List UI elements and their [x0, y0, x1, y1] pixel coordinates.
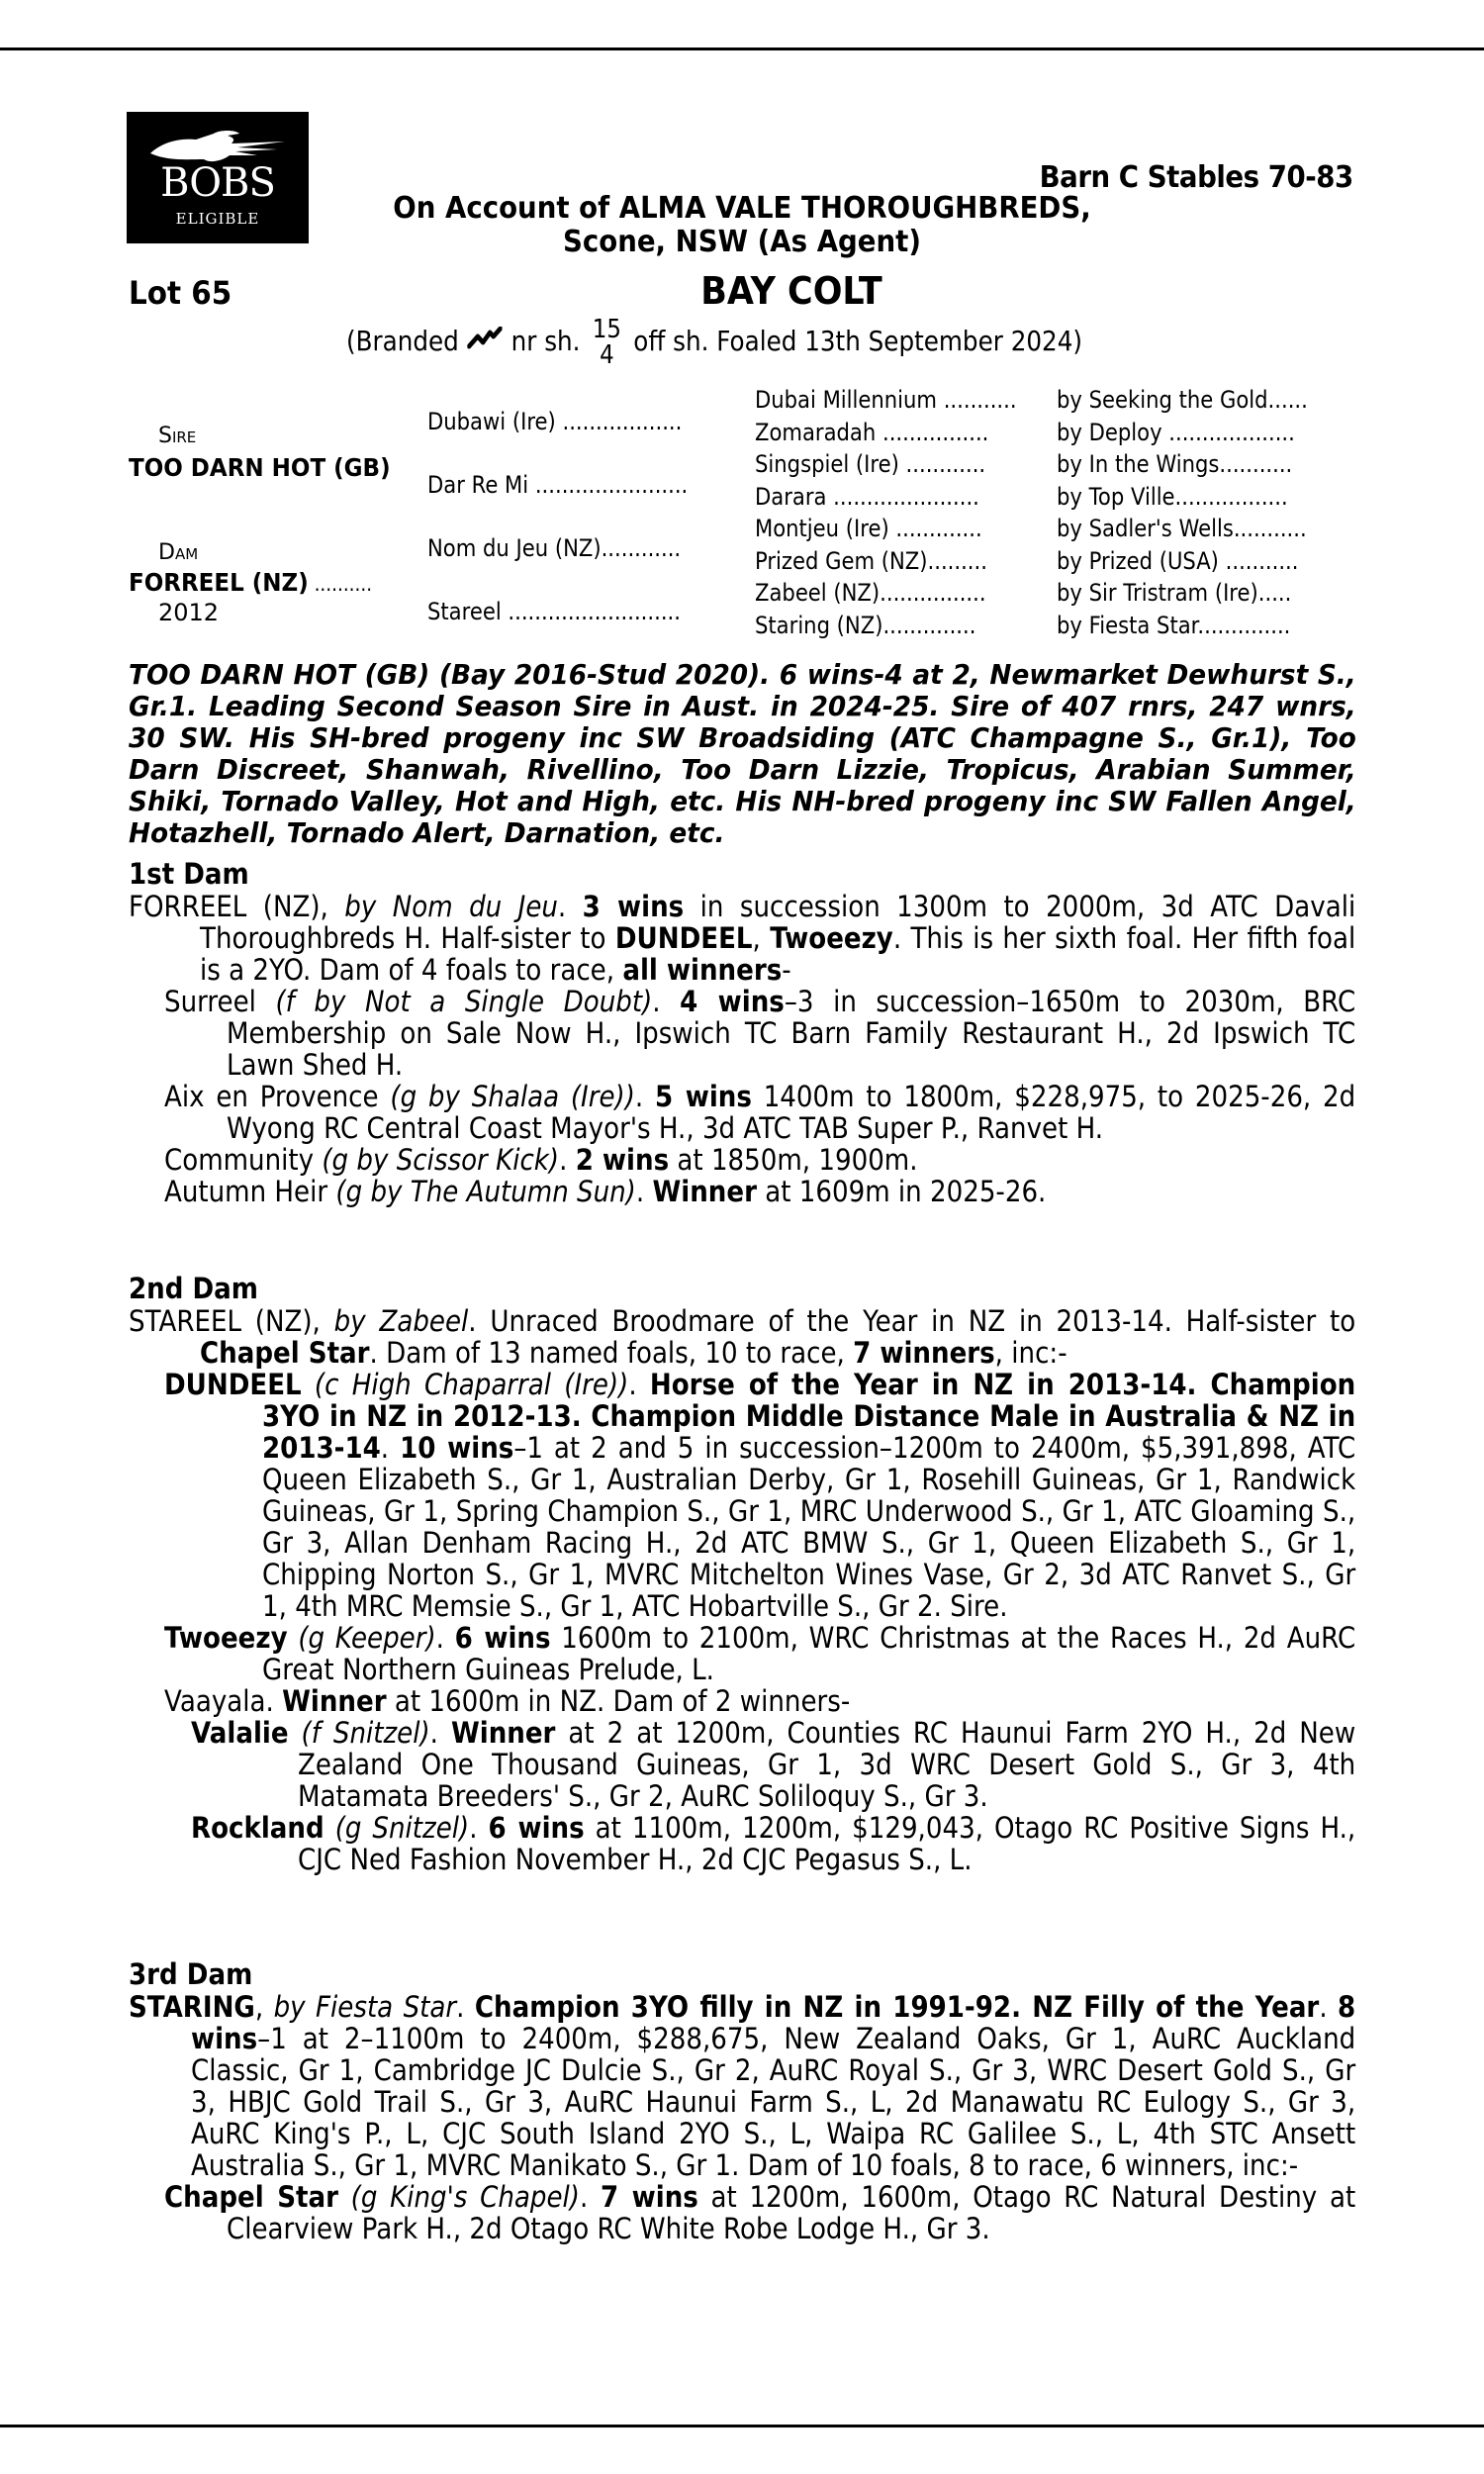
first-dam-entry — [129, 891, 1355, 986]
progeny-pedigree: (f by Not a Single Doubt) — [275, 985, 653, 1018]
brand-fraction — [593, 317, 621, 368]
progeny-entry: Vaayala. Winner at 1600m in NZ. Dam of 2 winners- — [164, 1684, 851, 1718]
gen3-item: Darara ...................... — [755, 482, 979, 511]
progeny-pedigree: (g Keeper) — [298, 1621, 436, 1655]
progeny-wins: Winner — [652, 1175, 757, 1208]
vendor-line-1: On Account of ALMA VALE THOROUGHBREDS, — [393, 191, 1091, 226]
brand-description — [346, 315, 1083, 370]
gen2-item: Dar Re Mi ....................... — [427, 471, 689, 499]
gen4-item: by Sir Tristram (Ire)..... — [1057, 579, 1292, 607]
gen2-name: Nom du Jeu (NZ) — [427, 534, 602, 562]
progeny-name: Community — [164, 1143, 315, 1177]
dam-honours: Champion 3YO filly in NZ in 1991-92. NZ Filly of the Year — [474, 1990, 1320, 2024]
dam-name: STAREEL (NZ), — [129, 1304, 321, 1338]
sire-summary: TOO DARN HOT (GB) (Bay 2016-Stud 2020). 6 wins-4 at 2, Newmarket Dewhurst S., Gr.1. Leading Second Season Sire in Aust. in 2024-25. Sire of 407 rnrs, 247 wnrs, 30 SW. His SH-bred progeny inc SW Broadsiding (ATC Champagne S., Gr.1), Too Darn Discreet, Shanwah, Rivellino, Too Darn Lizzie, Tropicus, Arabian Summer, Shiki, Tornado Valley, Hot and High, etc. His NH-bred progeny inc SW Fallen Angel, Hotazhell, Tornado Alert, Darnation, etc. — [129, 658, 1356, 849]
winners: 7 winners — [853, 1336, 995, 1370]
gen3-name: Darara — [755, 482, 827, 511]
gen3-item: Zomaradah ................ — [755, 418, 989, 446]
gen4-name: by In the Wings — [1057, 450, 1220, 478]
gen4-name: by Prized (USA) — [1057, 546, 1219, 575]
progeny-name: Autumn Heir — [164, 1175, 328, 1208]
progeny-pedigree: (g by Shalaa (Ire)) — [390, 1080, 635, 1113]
progeny-pedigree: (g Snitzel) — [334, 1811, 470, 1845]
gen4-item: by Fiesta Star.............. — [1057, 611, 1291, 639]
gen4-name: by Sir Tristram (Ire) — [1057, 579, 1258, 607]
progeny-wins: Winner — [282, 1684, 387, 1718]
progeny-record: at 1609m in 2025-26. — [756, 1175, 1047, 1208]
progeny-pedigree: (f Snitzel) — [301, 1716, 430, 1750]
second-dam-heading: 2nd Dam — [129, 1272, 258, 1305]
text: . Unraced Broodmare of the Year in NZ in 2013-14. Half-sister to — [468, 1304, 1356, 1338]
text: . This is her sixth foal. Her fifth foal is a 2YO. Dam of 4 foals to race, — [200, 921, 1356, 987]
gen3-name: Dubai Millennium — [755, 386, 938, 414]
lot-title: BAY COLT — [700, 269, 882, 313]
gen4-item: by Prized (USA) ........... — [1057, 546, 1299, 575]
horse-head-icon — [148, 126, 287, 165]
progeny-wins: 7 wins — [600, 2180, 698, 2214]
gen3-name: Montjeu (Ire) — [755, 515, 889, 542]
gen3-name: Zabeel (NZ) — [755, 579, 881, 607]
gen4-name: by Deploy — [1057, 418, 1162, 446]
progeny-entry: Community (g by Scissor Kick). 2 wins at 1850m, 1900m. — [164, 1143, 918, 1177]
text: . Dam of 13 named foals, 10 to race, — [369, 1336, 854, 1370]
gen3-name: Staring (NZ) — [755, 611, 883, 639]
gen2-name: Stareel — [427, 598, 502, 625]
dam-name: STARING — [129, 1990, 255, 2024]
brand-prefix: (Branded — [346, 324, 459, 357]
progeny-record: at 1600m in NZ. Dam of 2 winners- — [386, 1684, 851, 1718]
grand-progeny-entry: Rockland (g Snitzel). 6 wins at 1100m, 1200m, $129,043, Otago RC Positive Signs H., CJC Ned Fashion November H., 2d CJC Pegasus S., L. — [191, 1811, 1356, 1876]
vendor-line-2: Scone, NSW (As Agent) — [562, 225, 921, 259]
brand-fraction-top: 15 — [592, 315, 621, 344]
progeny-name: Vaayala — [164, 1684, 266, 1718]
sire-label: Sire — [158, 424, 197, 448]
dam-year: 2012 — [158, 599, 220, 626]
gen3-name: Zomaradah — [755, 418, 877, 446]
dam-sire: by Zabeel — [333, 1304, 469, 1338]
gen2-name: Dubawi (Ire) — [427, 408, 556, 435]
progeny-record: 1600m to 2100m, WRC Christmas at the Races H., 2d AuRC Great Northern Guineas Prelude, L. — [262, 1621, 1356, 1686]
brand-fraction-bottom: 4 — [600, 340, 614, 370]
gen2-item: Nom du Jeu (NZ)............ — [427, 534, 682, 562]
progeny-entry: Chapel Star (g King's Chapel). 7 wins at 1200m, 1600m, Otago RC Natural Destiny at Clearview Park H., 2d Otago RC White Robe Lodge H., Gr 3. — [164, 2180, 1356, 2245]
progeny-entry: Autumn Heir (g by The Autumn Sun). Winner at 1609m in 2025-26. — [164, 1175, 1047, 1208]
progeny-wins: 6 wins — [454, 1621, 551, 1655]
progeny-name: Surreel — [164, 985, 256, 1018]
gen3-item: Singspiel (Ire) ............ — [755, 450, 986, 478]
text: . — [557, 890, 583, 923]
progeny-pedigree: (g King's Chapel) — [350, 2180, 580, 2214]
progeny-record: at 2 at 1200m, Counties RC Haunui Farm 2YO H., 2d New Zealand One Thousand Guineas, Gr 1, 3d WRC Desert Gold S., Gr 3, 4th Matamata Breeders' S., Gr 2, AuRC Soliloquy S., Gr 3. — [298, 1716, 1356, 1813]
dam-name: FORREEL (NZ), — [129, 890, 328, 923]
gen4-name: by Top Ville — [1057, 482, 1175, 511]
gen4-item: by Top Ville................. — [1057, 482, 1288, 511]
third-dam-entry: STARING, by Fiesta Star. Champion 3YO filly in NZ in 1991-92. NZ Filly of the Year. 8 wins–1 at 2–1100m to 2400m, $288,675, New Zealand Oaks, Gr 1, AuRC Auckland Classic, Gr 1, Cambridge JC Dulcie S., Gr 2, AuRC Royal S., Gr 3, WRC Desert Gold S., Gr 3, HBJC Gold Trail S., Gr 3, AuRC Haunui Farm S., L, 2d Manawatu RC Eulogy S., Gr 3, AuRC King's P., L, CJC South Island 2YO S., L, Waipa RC Galilee S., L, 4th STC Ansett Australia S., Gr 1, MVRC Manikato S., Gr 1. Dam of 10 foals, 8 to race, 6 winners, inc:- — [129, 1990, 1356, 2182]
progeny-entry: Twoeezy (g Keeper). 6 wins 1600m to 2100m, WRC Christmas at the Races H., 2d AuRC Great Northern Guineas Prelude, L. — [164, 1621, 1356, 1686]
gen3-item: Staring (NZ).............. — [755, 611, 976, 639]
bottom-rule — [0, 2425, 1484, 2427]
text: , — [752, 921, 771, 955]
progeny-record: 1400m to 1800m, $228,975, to 2025-26, 2d Wyong RC Central Coast Mayor's H., 3d ATC TAB Super P., Ranvet H. — [227, 1080, 1356, 1145]
vendor-account — [332, 192, 1152, 259]
gen3-item: Zabeel (NZ)................ — [755, 579, 986, 607]
third-dam-heading: 3rd Dam — [129, 1957, 253, 1991]
gen2-name: Dar Re Mi — [427, 471, 529, 499]
progeny-wins: 4 wins — [680, 985, 785, 1018]
second-dam-entry — [129, 1305, 1355, 1369]
dam-name: FORREEL (NZ) .......... — [129, 568, 373, 597]
progeny-entry: Aix en Provence (g by Shalaa (Ire)). 5 wins 1400m to 1800m, $228,975, to 2025-26, 2d Wyong RC Central Coast Mayor's H., 3d ATC TAB Super P., Ranvet H. — [164, 1080, 1356, 1145]
half-sibling: Twoeezy — [770, 921, 893, 955]
first-dam-heading: 1st Dam — [129, 857, 249, 891]
gen3-item: Prized Gem (NZ)......... — [755, 546, 987, 575]
second-dam-section — [129, 1272, 1355, 1875]
bobs-eligible-logo — [127, 112, 309, 243]
progeny-record: –1 at 2 and 5 in succession–1200m to 2400m, $5,391,898, ATC Queen Elizabeth S., Gr 1, Australian Derby, Gr 1, Rosehill Guineas, Gr 1, Randwick Guineas, Gr 1, Spring Champion S., Gr 1, MRC Underwood S., Gr 1, ATC Gloaming S., Gr 3, Allan Denham Racing H., 2d ATC BMW S., Gr 1, Queen Elizabeth S., Gr 1, Chipping Norton S., Gr 1, MVRC Mitchelton Wines Vase, Gr 2, 3d ATC Ranvet S., Gr 1, 4th MRC Memsie S., Gr 1, ATC Hobartville S., Gr 2. Sire. — [262, 1431, 1356, 1623]
barn-location: Barn C Stables 70-83 — [1039, 160, 1353, 195]
progeny-entry: DUNDEEL (c High Chaparral (Ire)). Horse of the Year in NZ in 2013-14. Champion 3YO in NZ in 2012-13. Champion Middle Distance Male in Australia & NZ in 2013-14. 10 wins–1 at 2 and 5 in succession–1200m to 2400m, $5,391,898, ATC Queen Elizabeth S., Gr 1, Australian Derby, Gr 1, Rosehill Guineas, Gr 1, Randwick Guineas, Gr 1, Spring Champion S., Gr 1, MRC Underwood S., Gr 1, ATC Gloaming S., Gr 3, Allan Denham Racing H., 2d ATC BMW S., Gr 1, Queen Elizabeth S., Gr 1, Chipping Norton S., Gr 1, MVRC Mitchelton Wines Vase, Gr 2, 3d ATC Ranvet S., Gr 1, 4th MRC Memsie S., Gr 1, ATC Hobartville S., Gr 2. Sire. — [164, 1368, 1356, 1623]
progeny-record: at 1200m, 1600m, Otago RC Natural Destiny at Clearview Park H., 2d Otago RC White Robe Lodge H., Gr 3. — [227, 2180, 1356, 2245]
gen4-item: by Sadler's Wells........... — [1057, 515, 1307, 542]
progeny-name: DUNDEEL — [164, 1368, 302, 1401]
gen3-column — [755, 384, 1017, 641]
progeny-name: Twoeezy — [164, 1621, 288, 1655]
brand-suffix: off sh. Foaled 13th September 2024) — [633, 324, 1083, 357]
text: in succession 1300m to 2000m, 3d ATC Davali Thoroughbreds H. Half-sister to — [200, 890, 1356, 955]
gen4-name: by Seeking the Gold — [1057, 386, 1268, 414]
dam-sire: by Nom du Jeu — [344, 890, 558, 923]
progeny-pedigree: (c High Chaparral (Ire)) — [314, 1368, 629, 1401]
progeny-wins: 5 wins — [654, 1080, 752, 1113]
progeny-name: Valalie — [191, 1716, 289, 1750]
gen4-item: by Seeking the Gold...... — [1057, 386, 1308, 414]
progeny-honours: Horse of the Year in NZ in 2013-14. Champion 3YO in NZ in 2012-13. Champion Middle Distance Male in Australia & NZ in 2013-14 — [262, 1368, 1356, 1465]
progeny-record: at 1850m, 1900m. — [669, 1143, 918, 1177]
gen3-name: Singspiel (Ire) — [755, 450, 899, 478]
progeny-pedigree: (g by Scissor Kick) — [322, 1143, 560, 1177]
progeny-wins: 6 wins — [488, 1811, 585, 1845]
first-dam-section — [129, 857, 1355, 1207]
text: , inc:- — [994, 1336, 1067, 1370]
gen4-item: by Deploy ................... — [1057, 418, 1295, 446]
progeny-pedigree: (g by The Autumn Sun) — [335, 1175, 636, 1208]
progeny-wins: Winner — [450, 1716, 556, 1750]
text: - — [782, 953, 791, 987]
top-rule — [0, 48, 1484, 50]
third-dam-section — [129, 1957, 1355, 2244]
gen3-item: Montjeu (Ire) ............. — [755, 515, 982, 542]
logo-bobs-text: BOBS — [160, 160, 275, 206]
progeny-name: Chapel Star — [164, 2180, 338, 2214]
progeny-entry: Surreel (f by Not a Single Doubt). 4 wins–3 in succession–1650m to 2030m, BRC Membership on Sale Now H., Ipswich TC Barn Family Restaurant H., 2d Ipswich TC Lawn Shed H. — [164, 985, 1356, 1082]
sire-name: TOO DARN HOT (GB) — [129, 453, 391, 482]
progeny-name: Rockland — [191, 1811, 325, 1845]
progeny-record: at 1100m, 1200m, $129,043, Otago RC Positive Signs H., CJC Ned Fashion November H., 2d CJC Pegasus S., L. — [298, 1811, 1356, 1876]
brand-near: nr sh. — [510, 324, 581, 357]
logo-eligible-text: ELIGIBLE — [175, 210, 260, 228]
dam-sire: by Fiesta Star — [273, 1990, 457, 2024]
gen4-item: by In the Wings........... — [1057, 450, 1293, 478]
dam-wins: 8 wins — [191, 1990, 1356, 2055]
dam-record: –1 at 2–1100m to 2400m, $288,675, New Zealand Oaks, Gr 1, AuRC Auckland Classic, Gr 1, Cambridge JC Dulcie S., Gr 2, AuRC Royal S., Gr 3, WRC Desert Gold S., Gr 3, HBJC Gold Trail S., Gr 3, AuRC Haunui Farm S., L, 2d Manawatu RC Eulogy S., Gr 3, AuRC King's P., L, CJC South Island 2YO S., L, Waipa RC Galilee S., L, 4th STC Ansett Australia S., Gr 1, MVRC Manikato S., Gr 1. Dam of 10 foals, 8 to race, 6 winners, inc:- — [191, 2022, 1356, 2182]
half-sibling: Chapel Star — [200, 1336, 370, 1370]
dam-label: Dam — [158, 540, 199, 565]
gen2-item: Dubawi (Ire) .................. — [427, 408, 683, 435]
half-sibling: DUNDEEL — [614, 921, 753, 955]
gen3-name: Prized Gem (NZ) — [755, 546, 928, 575]
progeny-name: Aix en Provence — [164, 1080, 379, 1113]
gen4-name: by Sadler's Wells — [1057, 515, 1234, 542]
lot-number: Lot 65 — [129, 274, 232, 312]
gen4-column — [1057, 384, 1308, 641]
winners: all winners — [622, 953, 783, 987]
grand-progeny-entry: Valalie (f Snitzel). Winner at 2 at 1200m, Counties RC Haunui Farm 2YO H., 2d New Zealand One Thousand Guineas, Gr 1, 3d WRC Desert Gold S., Gr 3, 4th Matamata Breeders' S., Gr 2, AuRC Soliloquy S., Gr 3. — [191, 1716, 1356, 1813]
progeny-record: –3 in succession–1650m to 2030m, BRC Membership on Sale Now H., Ipswich TC Barn Family Restaurant H., 2d Ipswich TC Lawn Shed H. — [227, 985, 1356, 1082]
gen3-item: Dubai Millennium ........... — [755, 386, 1017, 414]
dam-name-text: FORREEL (NZ) — [129, 568, 309, 597]
gen4-name: by Fiesta Star — [1057, 611, 1198, 639]
gen2-item: Stareel .......................... — [427, 598, 681, 625]
progeny-wins: 2 wins — [575, 1143, 670, 1177]
progeny-wins: 10 wins — [400, 1431, 514, 1465]
wins: 3 wins — [582, 890, 685, 923]
brand-mark-icon — [468, 325, 503, 357]
